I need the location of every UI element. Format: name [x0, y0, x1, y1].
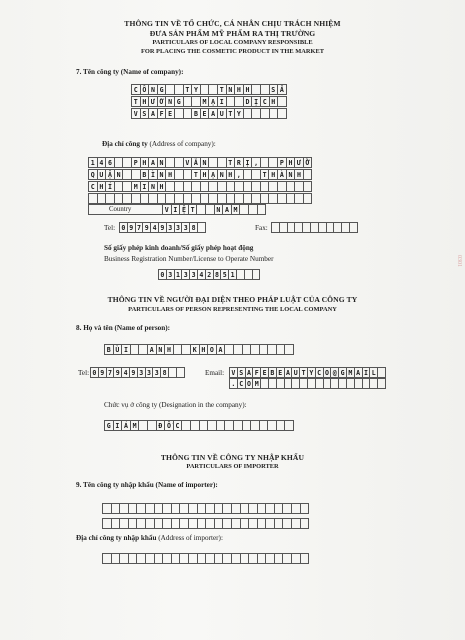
importer-name-row-2[interactable] — [102, 518, 308, 529]
char-box: Ố — [164, 420, 174, 431]
company-address-row-2[interactable] — [88, 169, 311, 180]
char-box: A — [208, 108, 218, 119]
char-box: H — [286, 157, 296, 168]
license-number-field[interactable] — [158, 269, 259, 280]
char-box: P — [277, 157, 287, 168]
person-name-field[interactable] — [104, 344, 293, 355]
company-name-row-1[interactable] — [131, 84, 286, 95]
char-box: M — [231, 204, 241, 215]
char-box: 8 — [189, 222, 198, 233]
char-box: Ị — [251, 96, 261, 107]
char-box: M — [346, 367, 355, 378]
char-box: H — [268, 169, 278, 180]
char-box: C — [173, 420, 183, 431]
char-box — [377, 367, 386, 378]
char-box — [303, 181, 313, 192]
char-box: , — [251, 157, 261, 168]
person-tel-field[interactable] — [90, 367, 184, 378]
char-box: V — [229, 367, 238, 378]
importer-section-title: THÔNG TIN VỀ CÔNG TY NHẬP KHẨU — [160, 453, 305, 462]
char-box: T — [188, 204, 198, 215]
char-box: Q — [88, 169, 98, 180]
char-box: C — [315, 367, 324, 378]
char-box: H — [165, 169, 175, 180]
company-name-row-3[interactable] — [131, 108, 286, 119]
char-box: I — [113, 420, 123, 431]
header-title-en-2: FOR PLACING THE COSMETIC PRODUCT IN THE MARKET — [140, 48, 325, 55]
char-box: T — [217, 84, 227, 95]
char-box — [277, 96, 287, 107]
company-fax-field[interactable] — [271, 222, 357, 233]
char-box: T — [226, 108, 236, 119]
country-field[interactable] — [162, 204, 265, 215]
char-box: S — [269, 84, 279, 95]
char-box: A — [245, 367, 254, 378]
char-box: T — [183, 84, 193, 95]
importer-name-row-1[interactable] — [102, 503, 308, 514]
char-box: , — [234, 169, 244, 180]
char-box: Y — [307, 367, 316, 378]
char-box: 3 — [181, 222, 190, 233]
char-box: O — [207, 344, 217, 355]
char-box: U — [217, 108, 227, 119]
company-address-label: Địa chỉ công ty (Address of company): — [102, 140, 216, 148]
char-box — [284, 420, 294, 431]
char-box: N — [214, 204, 224, 215]
char-box: G — [338, 367, 347, 378]
char-box: Ù — [113, 344, 123, 355]
char-box — [277, 108, 287, 119]
char-box: 2 — [205, 269, 214, 280]
char-box: P — [131, 157, 141, 168]
margin-stamp: 0301 — [456, 255, 462, 267]
char-box: 4 — [97, 157, 107, 168]
company-name-label: 7. Tên công ty (Name of company): — [76, 68, 184, 76]
char-box: 0 — [119, 222, 128, 233]
char-box: @ — [330, 367, 339, 378]
char-box: H — [199, 344, 209, 355]
char-box: N — [286, 169, 296, 180]
char-box: K — [190, 344, 200, 355]
company-tel-field[interactable] — [119, 222, 205, 233]
header-title-vi-1: THÔNG TIN VỀ TỔ CHỨC, CÁ NHÂN CHỊU TRÁCH NHIỆM — [124, 19, 341, 28]
char-box: T — [191, 169, 201, 180]
char-box: S — [237, 367, 246, 378]
char-box: 1 — [174, 269, 183, 280]
char-box: F — [157, 108, 167, 119]
char-box: Ậ — [105, 169, 115, 180]
license-label-en: Business Registration Number/License to Operate Number — [104, 255, 274, 263]
char-box: C — [131, 84, 141, 95]
char-box: V — [183, 157, 193, 168]
char-box: N — [114, 169, 124, 180]
char-box: H — [97, 181, 107, 192]
char-box: Í — [105, 181, 115, 192]
char-box: C — [260, 96, 270, 107]
char-box: H — [294, 169, 304, 180]
char-box: 9 — [98, 367, 107, 378]
char-box: A — [284, 367, 293, 378]
char-box — [197, 222, 206, 233]
person-email-label: Email: — [205, 369, 225, 377]
char-box — [284, 344, 294, 355]
char-box — [300, 518, 310, 529]
char-box: M — [130, 420, 140, 431]
char-box: Ư — [148, 96, 158, 107]
char-box — [377, 378, 386, 389]
char-box: O — [323, 367, 332, 378]
char-box: 9 — [127, 222, 136, 233]
char-box: 7 — [135, 222, 144, 233]
char-box: N — [157, 169, 167, 180]
char-box: 6 — [105, 157, 115, 168]
char-box: Ả — [277, 84, 287, 95]
char-box: I — [171, 204, 181, 215]
char-box: T — [226, 157, 236, 168]
char-box: A — [216, 344, 226, 355]
char-box: Á — [121, 420, 131, 431]
char-box: . — [229, 378, 238, 389]
company-tel-label: Tel: — [104, 224, 116, 232]
importer-name-label: 9. Tên công ty nhập khẩu (Name of importer): — [76, 481, 218, 489]
char-box: 3 — [166, 269, 175, 280]
char-box: E — [165, 108, 175, 119]
importer-address-row-1[interactable] — [102, 553, 308, 564]
char-box: 8 — [213, 269, 222, 280]
importer-section-subtitle: PARTICULARS OF IMPORTER — [186, 463, 279, 470]
person-name-label: 8. Họ và tên (Name of person): — [76, 324, 171, 332]
company-address-row-3[interactable] — [88, 181, 311, 192]
char-box: A — [222, 204, 232, 215]
char-box: 1 — [88, 157, 98, 168]
char-box: H — [157, 181, 167, 192]
char-box — [257, 204, 267, 215]
char-box: H — [226, 169, 236, 180]
char-box: 0 — [90, 367, 99, 378]
importer-address-label: Địa chỉ công ty nhập khẩu (Address of importer): — [76, 534, 223, 542]
country-label: Country — [88, 204, 163, 215]
char-box: 9 — [113, 367, 122, 378]
char-box: A — [148, 157, 158, 168]
person-email-row-1[interactable] — [229, 367, 385, 378]
char-box: 3 — [189, 269, 198, 280]
char-box: A — [354, 367, 363, 378]
char-box: N — [148, 181, 158, 192]
char-box: Ì — [148, 169, 158, 180]
char-box — [303, 169, 313, 180]
char-box: H — [140, 96, 150, 107]
char-box: A — [147, 344, 157, 355]
char-box: C — [237, 378, 246, 389]
header-title-en-1: PARTICULARS OF LOCAL COMPANY RESPONSIBLE — [152, 39, 313, 46]
char-box: T — [299, 367, 308, 378]
char-box: N — [200, 157, 210, 168]
char-box: Ạ — [208, 169, 218, 180]
char-box: H — [243, 84, 253, 95]
char-box: B — [268, 367, 277, 378]
char-box: U — [291, 367, 300, 378]
char-box: 4 — [121, 367, 130, 378]
char-box: F — [252, 367, 261, 378]
char-box: G — [157, 84, 167, 95]
company-fax-label: Fax: — [255, 224, 268, 232]
char-box: I — [362, 367, 371, 378]
char-box: 9 — [129, 367, 138, 378]
char-box: 3 — [166, 222, 175, 233]
char-box: G — [174, 96, 184, 107]
char-box — [300, 553, 310, 564]
char-box: Ă — [191, 157, 201, 168]
header-title-vi-2: ĐƯA SẢN PHẨM MỸ PHẨM RA THỊ TRƯỜNG — [149, 29, 316, 38]
char-box: À — [277, 169, 287, 180]
char-box: Ạ — [208, 96, 218, 107]
char-box: M — [252, 378, 261, 389]
char-box: H — [140, 157, 150, 168]
char-box: 9 — [142, 222, 151, 233]
char-box: 7 — [106, 367, 115, 378]
country-row — [88, 204, 162, 215]
char-box: 8 — [160, 367, 169, 378]
char-box: H — [164, 344, 174, 355]
char-box: 5 — [220, 269, 229, 280]
char-box: N — [165, 96, 175, 107]
char-box: D — [243, 96, 253, 107]
char-box: 0 — [158, 269, 167, 280]
char-box: Ệ — [179, 204, 189, 215]
char-box — [349, 222, 358, 233]
char-box: 4 — [150, 222, 159, 233]
char-box: O — [245, 378, 254, 389]
char-box: T — [131, 96, 141, 107]
char-box: 4 — [197, 269, 206, 280]
char-box: U — [97, 169, 107, 180]
company-address-row-1[interactable] — [88, 157, 311, 168]
char-box: 3 — [152, 367, 161, 378]
char-box — [300, 503, 310, 514]
char-box: H — [234, 84, 244, 95]
char-box: B — [191, 108, 201, 119]
company-name-row-2[interactable] — [131, 96, 286, 107]
designation-field[interactable] — [104, 420, 293, 431]
char-box — [252, 269, 261, 280]
license-label-vi: Số giấy phép kinh doanh/Số giấy phép hoạt động — [104, 244, 254, 252]
char-box: E — [260, 367, 269, 378]
char-box: 1 — [228, 269, 237, 280]
designation-label: Chức vụ ở công ty (Designation in the company): — [104, 401, 247, 409]
char-box: R — [234, 157, 244, 168]
person-tel-label: Tel: — [78, 369, 90, 377]
char-box: I — [121, 344, 131, 355]
char-box: E — [200, 108, 210, 119]
char-box: Ư — [294, 157, 304, 168]
char-box: N — [226, 84, 236, 95]
char-box: N — [217, 169, 227, 180]
char-box: Y — [234, 108, 244, 119]
char-box: 3 — [145, 367, 154, 378]
company-address-row-4[interactable] — [88, 193, 311, 204]
char-box: V — [131, 108, 141, 119]
char-box: T — [260, 169, 270, 180]
char-box: L — [369, 367, 378, 378]
char-box: Ô — [140, 84, 150, 95]
representative-section-subtitle: PARTICULARS OF PERSON REPRESENTING THE LOCAL COMPANY — [128, 306, 337, 313]
char-box: H — [200, 169, 210, 180]
char-box: M — [200, 96, 210, 107]
char-box: Y — [191, 84, 201, 95]
person-email-row-2[interactable] — [229, 378, 385, 389]
char-box: Ị — [243, 157, 253, 168]
char-box: Ơ — [157, 96, 167, 107]
char-box: M — [131, 181, 141, 192]
char-box: V — [162, 204, 172, 215]
representative-section-title: THÔNG TIN VỀ NGƯỜI ĐẠI DIỆN THEO PHÁP LUẬT CỦA CÔNG TY — [107, 295, 358, 304]
char-box: 3 — [137, 367, 146, 378]
char-box: 9 — [158, 222, 167, 233]
char-box: N — [157, 157, 167, 168]
char-box: 3 — [181, 269, 190, 280]
char-box: B — [140, 169, 150, 180]
char-box: A — [148, 108, 158, 119]
char-box: E — [276, 367, 285, 378]
char-box: N — [156, 344, 166, 355]
char-box — [176, 367, 185, 378]
char-box: I — [217, 96, 227, 107]
char-box: Ờ — [303, 157, 313, 168]
char-box: H — [269, 96, 279, 107]
char-box: C — [88, 181, 98, 192]
char-box: B — [104, 344, 114, 355]
char-box: N — [148, 84, 158, 95]
char-box: G — [104, 420, 114, 431]
char-box: I — [140, 181, 150, 192]
char-box: Đ — [156, 420, 166, 431]
char-box: S — [140, 108, 150, 119]
char-box — [303, 193, 313, 204]
char-box: 3 — [174, 222, 183, 233]
